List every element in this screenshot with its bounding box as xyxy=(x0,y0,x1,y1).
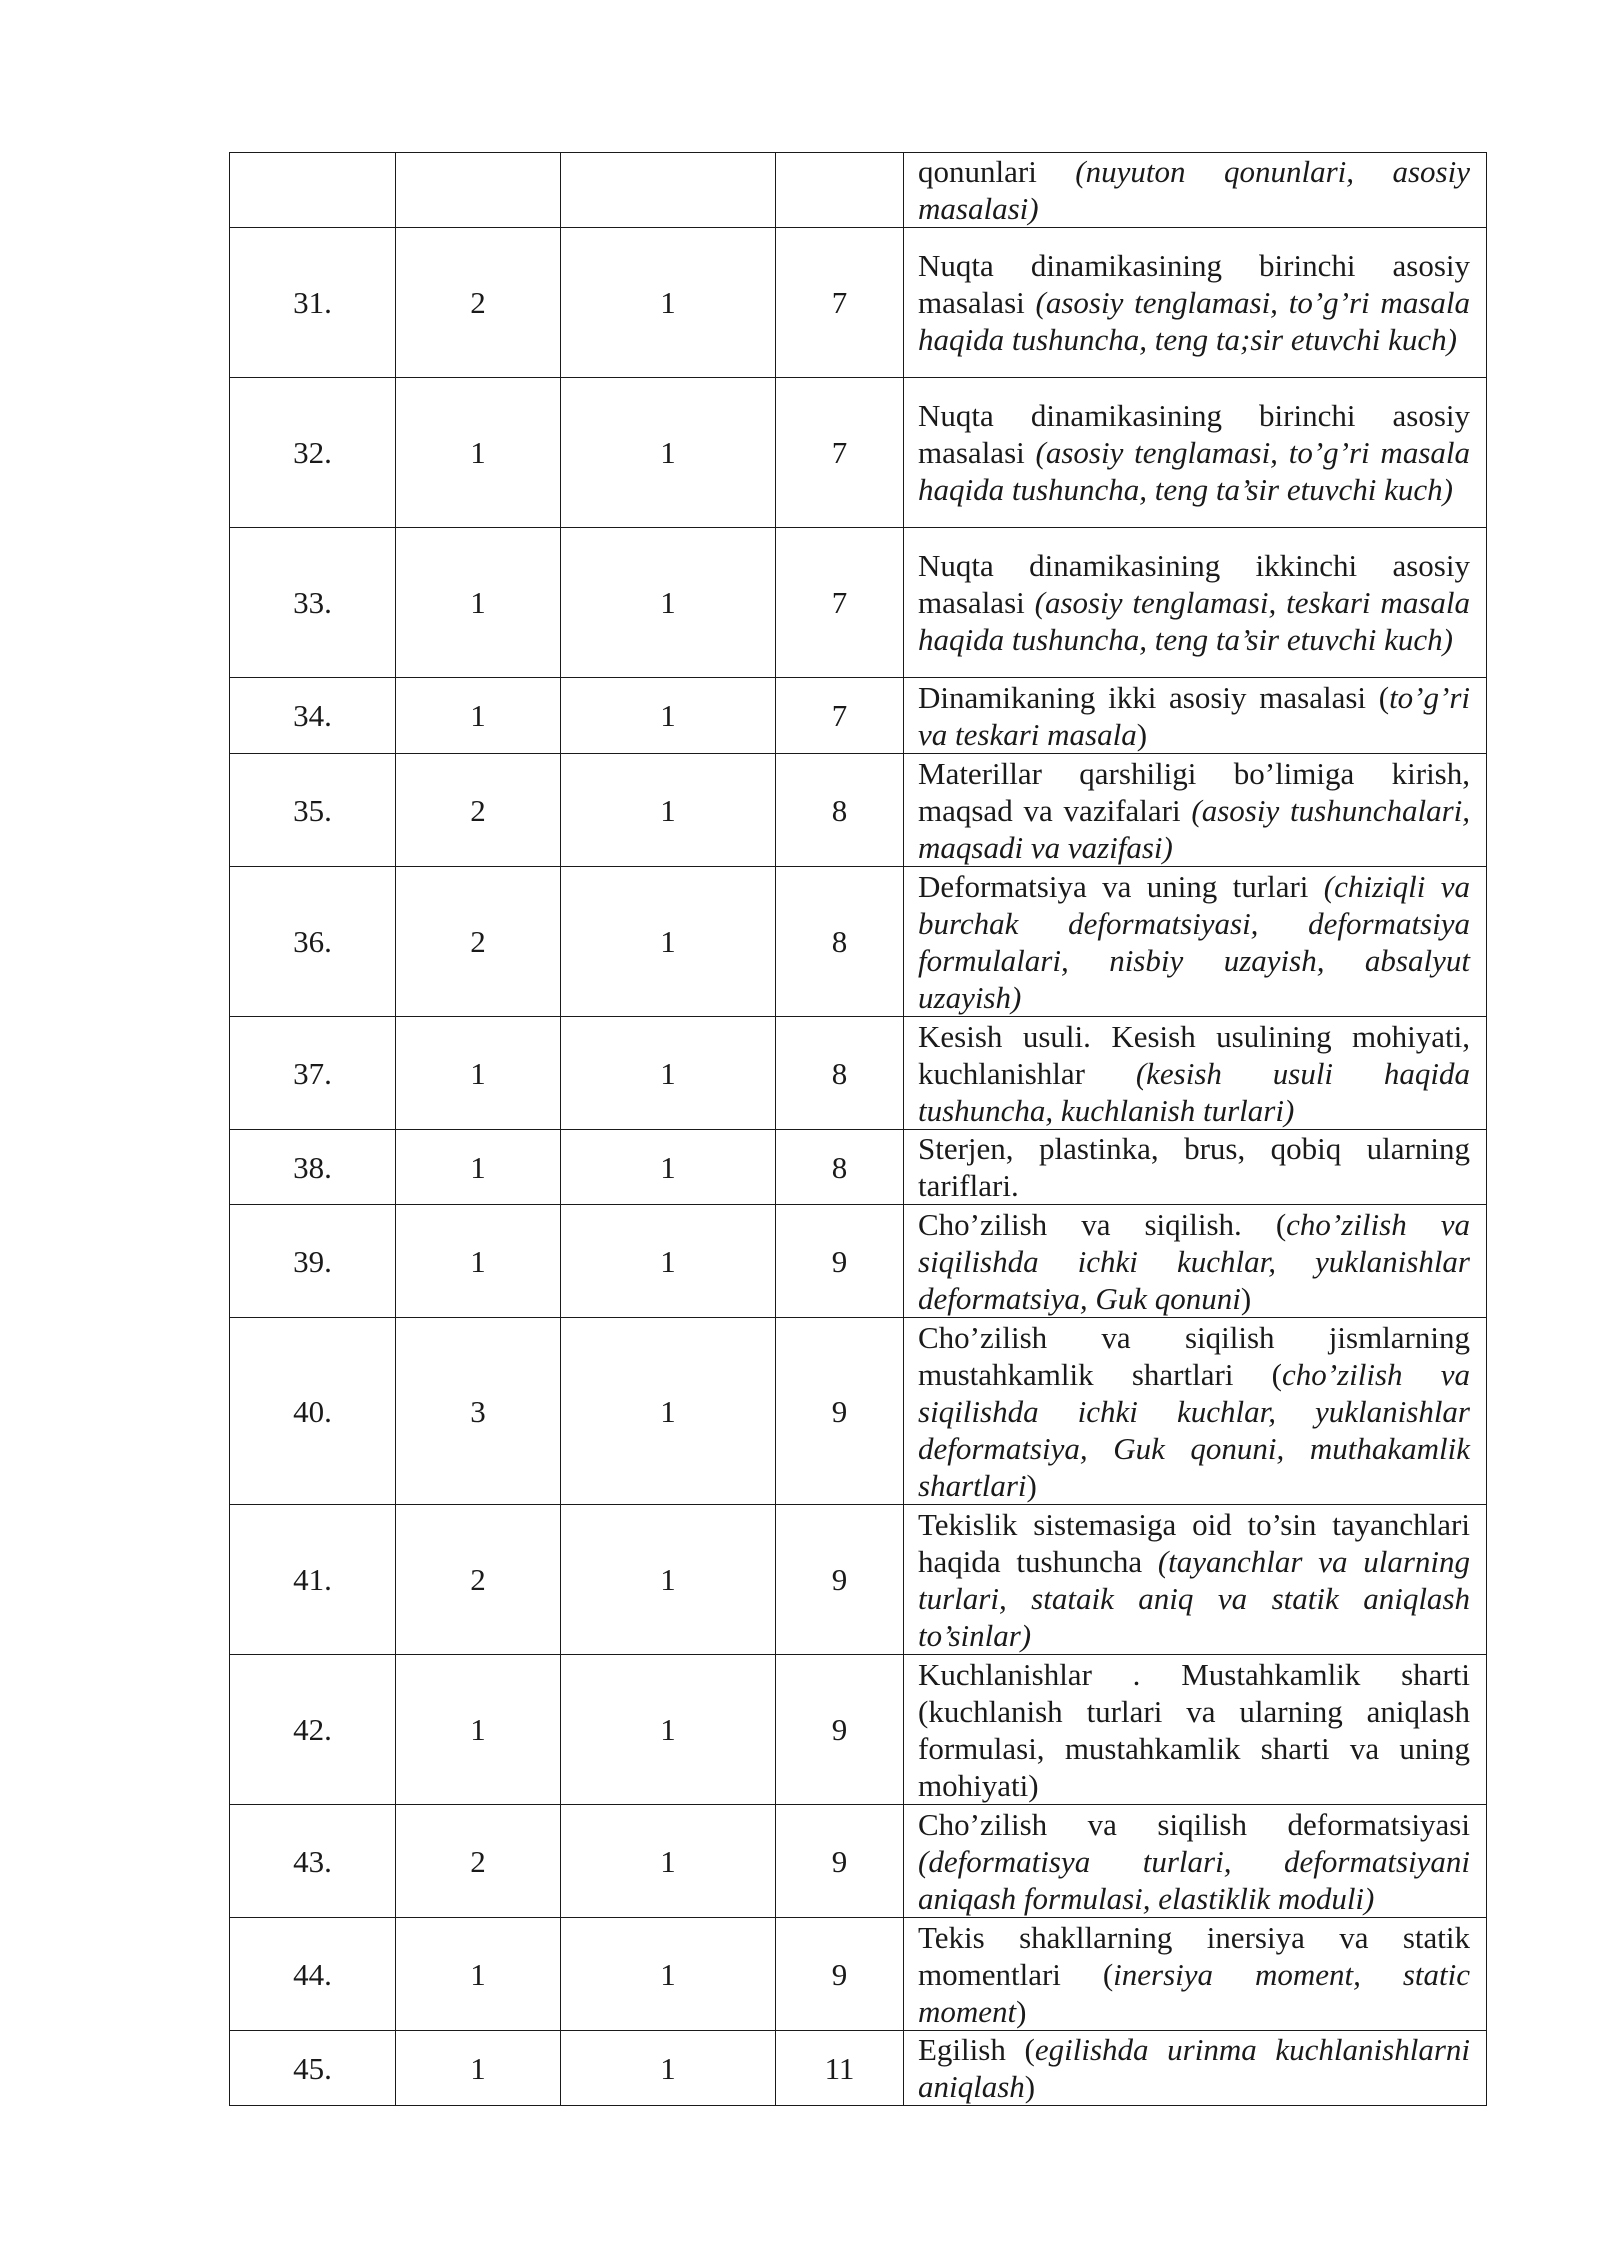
column-3-cell: 1 xyxy=(561,867,776,1017)
table-row xyxy=(230,153,1487,228)
column-3-cell: 1 xyxy=(561,528,776,678)
row-number-cell: 40. xyxy=(230,1318,396,1505)
row-number-cell: 33. xyxy=(230,528,396,678)
column-4-cell: 8 xyxy=(776,1130,904,1205)
topic-text: qonunlari (nuyuton qonunlari, asosiy masalasi) xyxy=(918,154,1470,226)
row-number-cell xyxy=(230,153,396,228)
row-number-cell: 35. xyxy=(230,754,396,867)
column-4-cell: 7 xyxy=(776,678,904,754)
column-2-cell xyxy=(396,153,561,228)
column-2-cell: 2 xyxy=(396,228,561,378)
column-4-cell: 9 xyxy=(776,1918,904,2031)
topic-text: Tekislik sistemasiga oid to’sin tayanchlari haqida tushuncha (tayanchlar va ularning turlari, stataik aniq va statik aniqlash to’sinlar) xyxy=(918,1506,1471,1653)
column-4-cell: 8 xyxy=(776,754,904,867)
topic-cell xyxy=(904,1918,1487,2031)
row-number-cell: 32. xyxy=(230,378,396,528)
column-3-cell: 1 xyxy=(561,754,776,867)
topic-text: Nuqta dinamikasining birinchi asosiy masalasi (asosiy tenglamasi, to’g’ri masala haqida tushuncha, teng ta;sir etuvchi kuch) xyxy=(918,248,1470,357)
column-4-cell: 8 xyxy=(776,1017,904,1130)
column-2-cell: 1 xyxy=(396,678,561,754)
column-3-cell: 1 xyxy=(561,2031,776,2106)
topic-cell xyxy=(904,1017,1487,1130)
topic-cell xyxy=(904,1130,1487,1205)
column-2-cell: 1 xyxy=(396,1017,561,1130)
row-number-cell: 36. xyxy=(230,867,396,1017)
topic-text: Nuqta dinamikasining ikkinchi asosiy masalasi (asosiy tenglamasi, teskari masala haqida tushuncha, teng ta’sir etuvchi kuch) xyxy=(918,548,1470,657)
table-row xyxy=(230,1918,1487,2031)
topic-cell xyxy=(904,1655,1487,1805)
row-number-cell: 37. xyxy=(230,1017,396,1130)
column-4-cell: 9 xyxy=(776,1805,904,1918)
table-row xyxy=(230,378,1487,528)
row-number-cell: 42. xyxy=(230,1655,396,1805)
column-3-cell xyxy=(561,153,776,228)
syllabus-table xyxy=(229,152,1487,2106)
row-number-cell: 45. xyxy=(230,2031,396,2106)
column-2-cell: 2 xyxy=(396,867,561,1017)
topic-cell xyxy=(904,1318,1487,1505)
column-3-cell: 1 xyxy=(561,1130,776,1205)
table-row xyxy=(230,1805,1487,1918)
topic-text: Tekis shakllarning inersiya va statik momentlari (inersiya moment, static moment) xyxy=(918,1919,1470,2029)
column-4-cell: 9 xyxy=(776,1505,904,1655)
column-3-cell: 1 xyxy=(561,1805,776,1918)
column-2-cell: 1 xyxy=(396,1918,561,2031)
row-number-cell: 44. xyxy=(230,1918,396,2031)
topic-cell xyxy=(904,528,1487,678)
row-number-cell: 43. xyxy=(230,1805,396,1918)
topic-text: Kuchlanishlar . Mustahkamlik sharti (kuchlanish turlari va ularning aniqlash formulasi, mustahkamlik sharti va uning mohiyati) xyxy=(918,1656,1470,1803)
topic-cell xyxy=(904,754,1487,867)
row-number-cell: 38. xyxy=(230,1130,396,1205)
column-3-cell: 1 xyxy=(561,1318,776,1505)
topic-text: Cho’zilish va siqilish. (cho’zilish va siqilishda ichki kuchlar, yuklanishlar deformatsiya, Guk qonuni) xyxy=(918,1206,1470,1316)
column-2-cell: 1 xyxy=(396,378,561,528)
column-4-cell: 9 xyxy=(776,1655,904,1805)
column-4-cell: 7 xyxy=(776,378,904,528)
row-number-cell: 34. xyxy=(230,678,396,754)
row-number-cell: 39. xyxy=(230,1205,396,1318)
topic-cell xyxy=(904,678,1487,754)
column-4-cell: 7 xyxy=(776,528,904,678)
topic-text: Cho’zilish va siqilish deformatsiyasi (deformatisya turlari, deformatsiyani aniqash formulasi, elastiklik moduli) xyxy=(918,1806,1470,1916)
column-2-cell: 2 xyxy=(396,1505,561,1655)
table-row xyxy=(230,754,1487,867)
topic-cell xyxy=(904,378,1487,528)
column-4-cell: 9 xyxy=(776,1318,904,1505)
column-4-cell: 9 xyxy=(776,1205,904,1318)
topic-cell xyxy=(904,1505,1487,1655)
column-4-cell: 8 xyxy=(776,867,904,1017)
topic-text: Kesish usuli. Kesish usulining mohiyati, kuchlanishlar (kesish usuli haqida tushuncha, kuchlanish turlari) xyxy=(918,1018,1470,1128)
column-3-cell: 1 xyxy=(561,678,776,754)
column-3-cell: 1 xyxy=(561,228,776,378)
column-3-cell: 1 xyxy=(561,1918,776,2031)
row-number-cell: 41. xyxy=(230,1505,396,1655)
column-3-cell: 1 xyxy=(561,378,776,528)
topic-text: Sterjen, plastinka, brus, qobiq ularning tariflari. xyxy=(918,1131,1470,1203)
column-4-cell: 11 xyxy=(776,2031,904,2106)
topic-text: Nuqta dinamikasining birinchi asosiy masalasi (asosiy tenglamasi, to’g’ri masala haqida tushuncha, teng ta’sir etuvchi kuch) xyxy=(918,398,1470,507)
column-3-cell: 1 xyxy=(561,1017,776,1130)
topic-cell xyxy=(904,867,1487,1017)
topic-cell xyxy=(904,2031,1487,2106)
column-2-cell: 3 xyxy=(396,1318,561,1505)
column-4-cell xyxy=(776,153,904,228)
column-2-cell: 2 xyxy=(396,754,561,867)
table-row xyxy=(230,1505,1487,1655)
column-3-cell: 1 xyxy=(561,1655,776,1805)
table-row xyxy=(230,1318,1487,1505)
row-number-cell: 31. xyxy=(230,228,396,378)
table-row xyxy=(230,1655,1487,1805)
topic-cell xyxy=(904,153,1487,228)
table-row xyxy=(230,228,1487,378)
topic-text: Cho’zilish va siqilish jismlarning mustahkamlik shartlari (cho’zilish va siqilishda ichki kuchlar, yuklanishlar deformatsiya, Guk qonuni, muthakamlik shartlari) xyxy=(918,1319,1470,1503)
table-row xyxy=(230,2031,1487,2106)
topic-cell xyxy=(904,228,1487,378)
column-4-cell: 7 xyxy=(776,228,904,378)
table-row xyxy=(230,1017,1487,1130)
column-2-cell: 1 xyxy=(396,1205,561,1318)
column-2-cell: 2 xyxy=(396,1805,561,1918)
topic-cell xyxy=(904,1205,1487,1318)
table-row xyxy=(230,867,1487,1017)
column-2-cell: 1 xyxy=(396,528,561,678)
column-2-cell: 1 xyxy=(396,2031,561,2106)
topic-text: Egilish (egilishda urinma kuchlanishlarni aniqlash) xyxy=(918,2032,1471,2104)
table-row xyxy=(230,678,1487,754)
topic-text: Deformatsiya va uning turlari (chiziqli va burchak deformatsiyasi, deformatsiya formulalari, nisbiy uzayish, absalyut uzayish) xyxy=(918,868,1470,1015)
table-row xyxy=(230,1130,1487,1205)
column-2-cell: 1 xyxy=(396,1130,561,1205)
column-3-cell: 1 xyxy=(561,1205,776,1318)
table-row xyxy=(230,1205,1487,1318)
column-2-cell: 1 xyxy=(396,1655,561,1805)
topic-cell xyxy=(904,1805,1487,1918)
topic-text: Dinamikaning ikki asosiy masalasi (to’g’ri va teskari masala) xyxy=(918,679,1470,752)
column-3-cell: 1 xyxy=(561,1505,776,1655)
topic-text: Materillar qarshiligi bo’limiga kirish, maqsad va vazifalari (asosiy tushunchalari, maqsadi va vazifasi) xyxy=(918,755,1470,865)
table-row xyxy=(230,528,1487,678)
